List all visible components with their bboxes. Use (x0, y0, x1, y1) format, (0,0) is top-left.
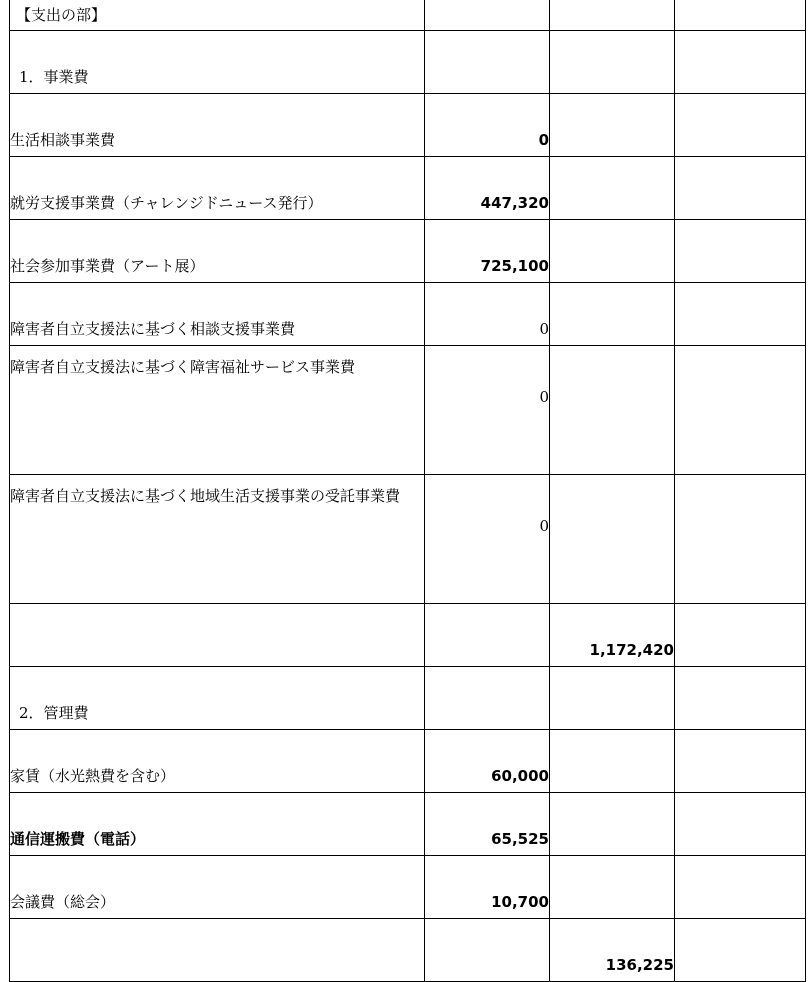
section1-subtotal: 1,172,420 (550, 604, 675, 667)
table-row (10, 157, 806, 220)
section-header-title: 【支出の部】 (10, 0, 425, 31)
item-label: 家賃（水光熱費を含む） (10, 730, 425, 793)
table-row (10, 283, 806, 346)
section2-subtotal: 136,225 (550, 919, 675, 982)
table-row (10, 730, 806, 793)
table-row (10, 346, 806, 475)
item-amount: 0 (425, 283, 550, 346)
table-row (10, 475, 806, 604)
item-label: 通信運搬費（電話） (10, 793, 425, 856)
table-row (10, 94, 806, 157)
item-amount: 447,320 (425, 157, 550, 220)
item-label: 障害者自立支援法に基づく障害福祉サービス事業費 (10, 346, 425, 475)
table-row (10, 31, 806, 94)
table-row (10, 220, 806, 283)
table-row (10, 0, 806, 31)
item-amount: 60,000 (425, 730, 550, 793)
item-label: 就労支援事業費（チャレンジドニュース発行） (10, 157, 425, 220)
item-label: 生活相談事業費 (10, 94, 425, 157)
table-row (10, 919, 806, 982)
item-amount: 0 (425, 94, 550, 157)
section1-title: 1．事業費 (10, 31, 425, 94)
expenditure-table (9, 0, 806, 982)
table-row (10, 856, 806, 919)
item-label: 障害者自立支援法に基づく地域生活支援事業の受託事業費 (10, 475, 425, 604)
table-row (10, 604, 806, 667)
item-amount: 10,700 (425, 856, 550, 919)
item-amount: 0 (425, 346, 550, 475)
item-amount: 725,100 (425, 220, 550, 283)
table-row (10, 793, 806, 856)
item-amount: 0 (425, 475, 550, 604)
section2-title: 2．管理費 (10, 667, 425, 730)
item-label: 障害者自立支援法に基づく相談支援事業費 (10, 283, 425, 346)
table-row (10, 667, 806, 730)
item-label: 社会参加事業費（アート展） (10, 220, 425, 283)
item-amount: 65,525 (425, 793, 550, 856)
item-label: 会議費（総会） (10, 856, 425, 919)
